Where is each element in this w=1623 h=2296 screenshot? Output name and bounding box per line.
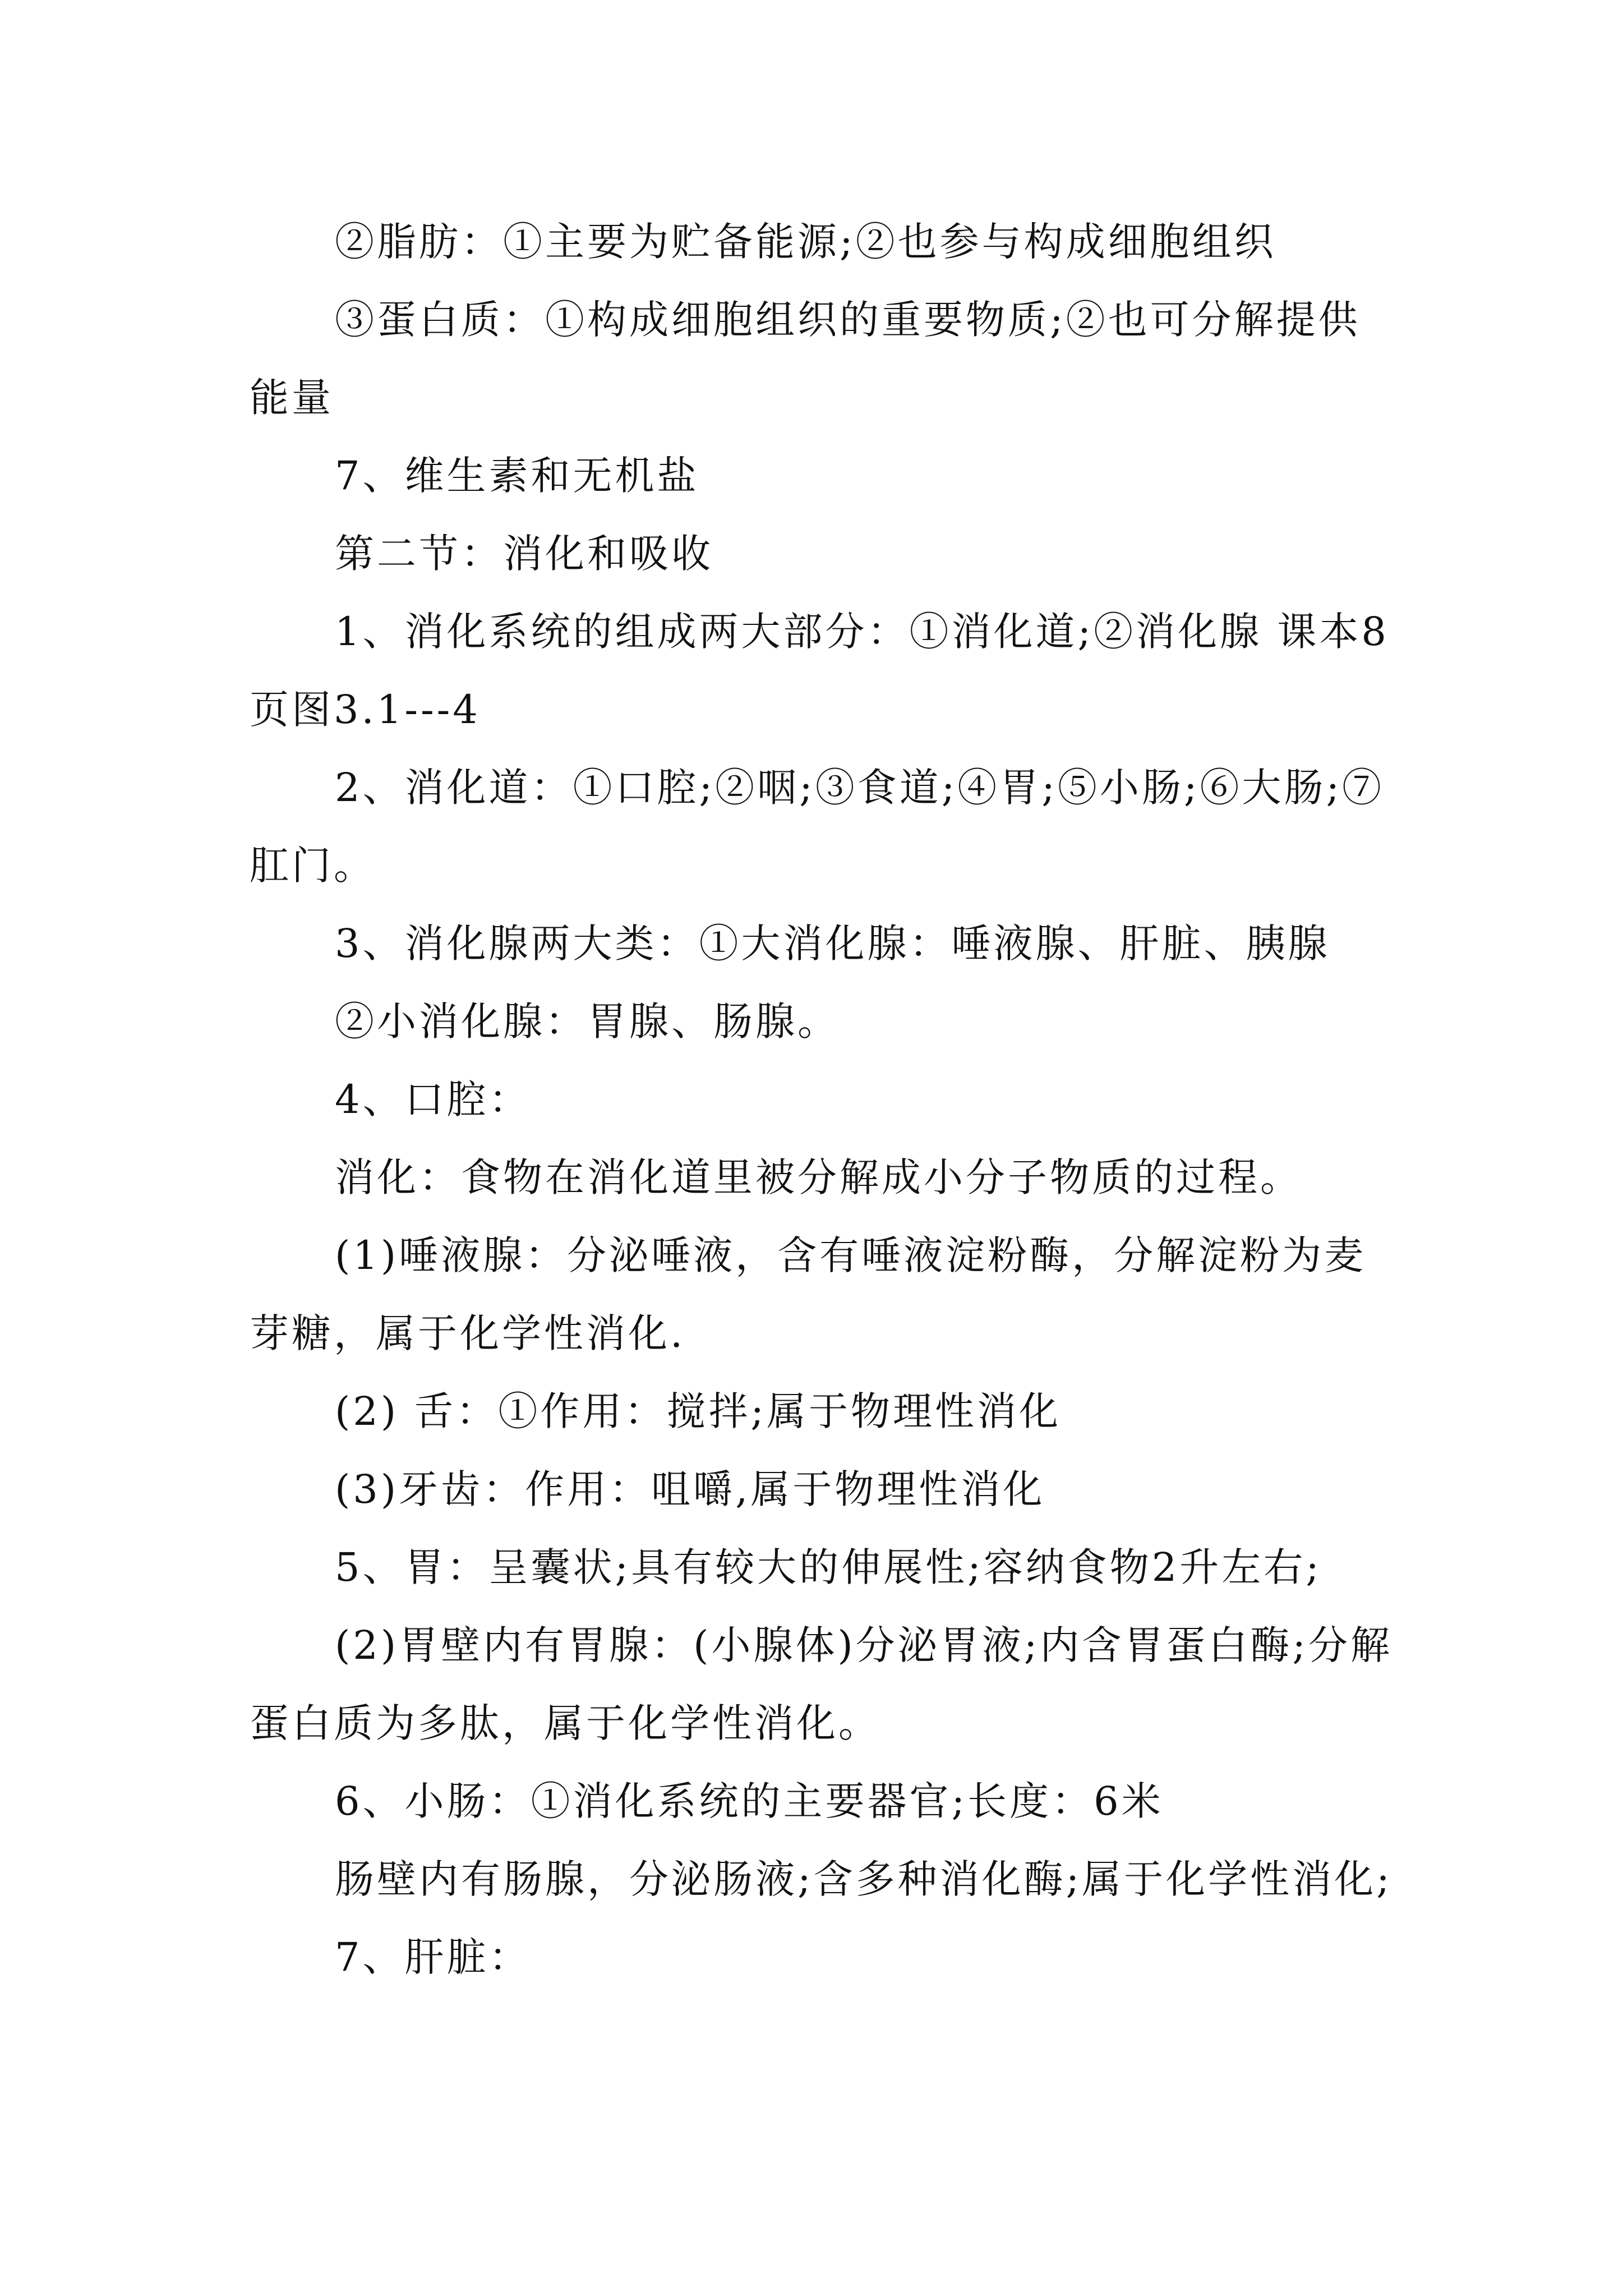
section-heading-digestion-absorption: 第二节：消化和吸收: [335, 531, 713, 577]
paragraph-intestinal-gland: 肠壁内有肠腺，分泌肠液;含多种消化酶;属于化学性消化;: [335, 1856, 1393, 1902]
paragraph-oral-cavity: 4、口腔：: [335, 1076, 531, 1122]
paragraph-fat: ②脂肪：①主要为贮备能源;②也参与构成细胞组织: [335, 219, 1276, 265]
paragraph-teeth: (3)牙齿：作用：咀嚼,属于物理性消化: [335, 1466, 1045, 1512]
paragraph-protein: ③蛋白质：①构成细胞组织的重要物质;②也可分解提供能量: [250, 297, 1361, 421]
paragraph-digestive-glands-small: ②小消化腺：胃腺、肠腺。: [335, 999, 840, 1045]
paragraph-tongue: (2) 舌：①作用：搅拌;属于物理性消化: [335, 1388, 1061, 1434]
paragraph-digestive-system-parts: 1、消化系统的组成两大部分：①消化道;②消化腺 课本8页图3.1---4: [250, 609, 1389, 733]
paragraph-stomach: 5、胃：呈囊状;具有较大的伸展性;容纳食物2升左右;: [335, 1544, 1322, 1590]
paragraph-digestion-definition: 消化：食物在消化道里被分解成小分子物质的过程。: [335, 1154, 1302, 1200]
paragraph-digestive-tract: 2、消化道：①口腔;②咽;③食道;④胃;⑤小肠;⑥大肠;⑦肛门。: [250, 765, 1385, 889]
paragraph-small-intestine: 6、小肠：①消化系统的主要器官;长度：6米: [335, 1778, 1164, 1824]
paragraph-liver: 7、肝脏：: [335, 1934, 531, 1980]
paragraph-salivary-gland: (1)唾液腺：分泌唾液，含有唾液淀粉酶，分解淀粉为麦芽糖，属于化学性消化.: [250, 1232, 1367, 1356]
paragraph-gastric-gland: (2)胃壁内有胃腺：(小腺体)分泌胃液;内含胃蛋白酶;分解蛋白质为多肽，属于化学性消化。: [250, 1622, 1393, 1746]
paragraph-vitamins-minerals: 7、维生素和无机盐: [335, 453, 699, 499]
paragraph-digestive-glands-large: 3、消化腺两大类：①大消化腺：唾液腺、肝脏、胰腺: [335, 921, 1330, 967]
document-body: [250, 203, 1399, 1996]
